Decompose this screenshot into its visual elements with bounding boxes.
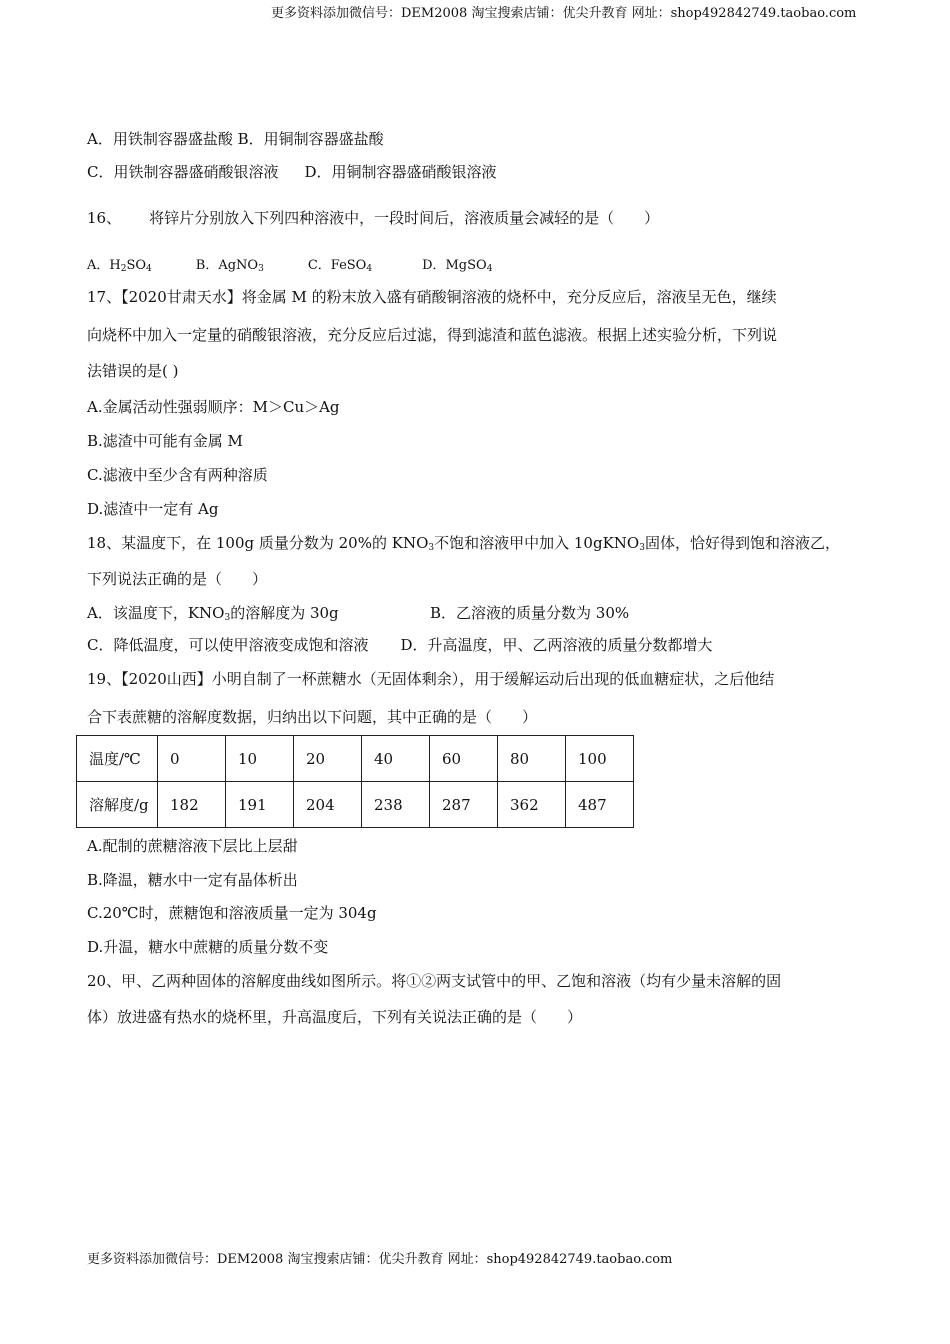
table-cell: 100 [566, 736, 634, 782]
q18-stem-line1: 18、某温度下，在 100g 质量分数为 20%的 $KNO_3$不饱和溶液甲中加入 10gKNO$_3$固体，恰好得到饱和溶液乙， [87, 534, 840, 553]
table-cell: 60 [430, 736, 498, 782]
table-cell: 287 [430, 782, 498, 828]
q16-stem [87, 207, 659, 228]
table-cell: 204 [294, 782, 362, 828]
table-cell: 362 [498, 782, 566, 828]
q16-option-a: A．$H_2SO_4$ [87, 258, 152, 274]
q16-option-b: B．AgNO$_3$ [195, 258, 264, 274]
q18-option-b: B．乙溶液的质量分数为 30% [430, 604, 630, 622]
page-footer: 更多资料添加微信号：DEM2008 淘宝搜索店铺：优尖升教育 网址：shop492842749.taobao.com [87, 1252, 673, 1267]
q16-options [87, 254, 492, 274]
table-cell: 80 [498, 736, 566, 782]
table-cell: 温度/℃ [77, 736, 158, 782]
page-header: 更多资料添加微信号：DEM2008 淘宝搜索店铺：优尖升教育 网址：shop492842749.taobao.com [271, 6, 857, 21]
q17-option-d: D.滤渣中一定有 Ag [87, 500, 219, 518]
table-cell: 487 [566, 782, 634, 828]
q19-option-c: C.20℃时，蔗糖饱和溶液质量一定为 304g [87, 904, 377, 922]
q15-options-cd [87, 161, 497, 182]
q15-option-c: C．用铁制容器盛硝酸银溶液 [87, 163, 279, 181]
q18-options-ab [87, 602, 629, 623]
q15-option-d: D．用铜制容器盛硝酸银溶液 [304, 163, 497, 181]
q17-stem-line2: 向烧杯中加入一定量的硝酸银溶液，充分反应后过滤，得到滤渣和蓝色滤液。根据上述实验分析，下列说 [87, 326, 778, 344]
table-cell: 40 [362, 736, 430, 782]
table-cell: 182 [158, 782, 226, 828]
q19-option-d: D.升温，糖水中蔗糖的质量分数不变 [87, 938, 329, 956]
q20-stem-line2: 体）放进盛有热水的烧杯里，升高温度后，下列有关说法正确的是（ ） [87, 1008, 583, 1026]
table-cell: 10 [226, 736, 294, 782]
q17-option-b: B.滤渣中可能有金属 M [87, 432, 243, 450]
q17-option-a: A.金属活动性强弱顺序：M＞Cu＞Ag [87, 398, 340, 416]
q19-stem-line2: 合下表蔗糖的溶解度数据，归纳出以下问题，其中正确的是（ ） [87, 708, 538, 726]
q16-text: 将锌片分别放入下列四种溶液中，一段时间后，溶液质量会减轻的是（ ） [149, 209, 660, 227]
table-cell: 溶解度/g [77, 782, 158, 828]
q17-option-c: C.滤液中至少含有两种溶质 [87, 466, 268, 484]
table-cell: 191 [226, 782, 294, 828]
q18-option-a: A．该温度下，$KNO_3$的溶解度为 30g [87, 604, 339, 623]
q15-options-ab: A．用铁制容器盛盐酸 B．用铜制容器盛盐酸 [87, 130, 384, 148]
q20-stem-line1: 20、甲、乙两种固体的溶解度曲线如图所示。将①②两支试管中的甲、乙饱和溶液（均有少量未溶解的固 [87, 972, 782, 990]
q16-number: 16、 [87, 209, 122, 227]
solubility-table [76, 735, 634, 828]
q19-stem-line1: 19、【2020山西】小明自制了一杯蔗糖水（无固体剩余），用于缓解运动后出现的低血糖症状，之后他结 [87, 670, 775, 688]
q17-stem-line1: 17、【2020甘肃天水】将金属 M 的粉末放入盛有硝酸铜溶液的烧杯中，充分反应后，溶液呈无色，继续 [87, 288, 777, 306]
table-cell: 238 [362, 782, 430, 828]
q18-option-c: C．降低温度，可以使甲溶液变成饱和溶液 [87, 636, 369, 654]
q19-option-a: A.配制的蔗糖溶液下层比上层甜 [87, 837, 298, 855]
q18-options-cd [87, 634, 713, 655]
table-row [77, 736, 634, 782]
q17-stem-line3: 法错误的是( ) [87, 362, 179, 380]
q18-option-d: D．升高温度，甲、乙两溶液的质量分数都增大 [400, 636, 713, 654]
table-cell: 20 [294, 736, 362, 782]
table-row [77, 782, 634, 828]
q16-option-c: C．FeSO$_4$ [307, 258, 373, 274]
q16-option-d: D．MgSO$_4$ [422, 258, 493, 274]
table-cell: 0 [158, 736, 226, 782]
q18-stem-line2: 下列说法正确的是（ ） [87, 570, 268, 588]
q19-option-b: B.降温，糖水中一定有晶体析出 [87, 871, 298, 889]
